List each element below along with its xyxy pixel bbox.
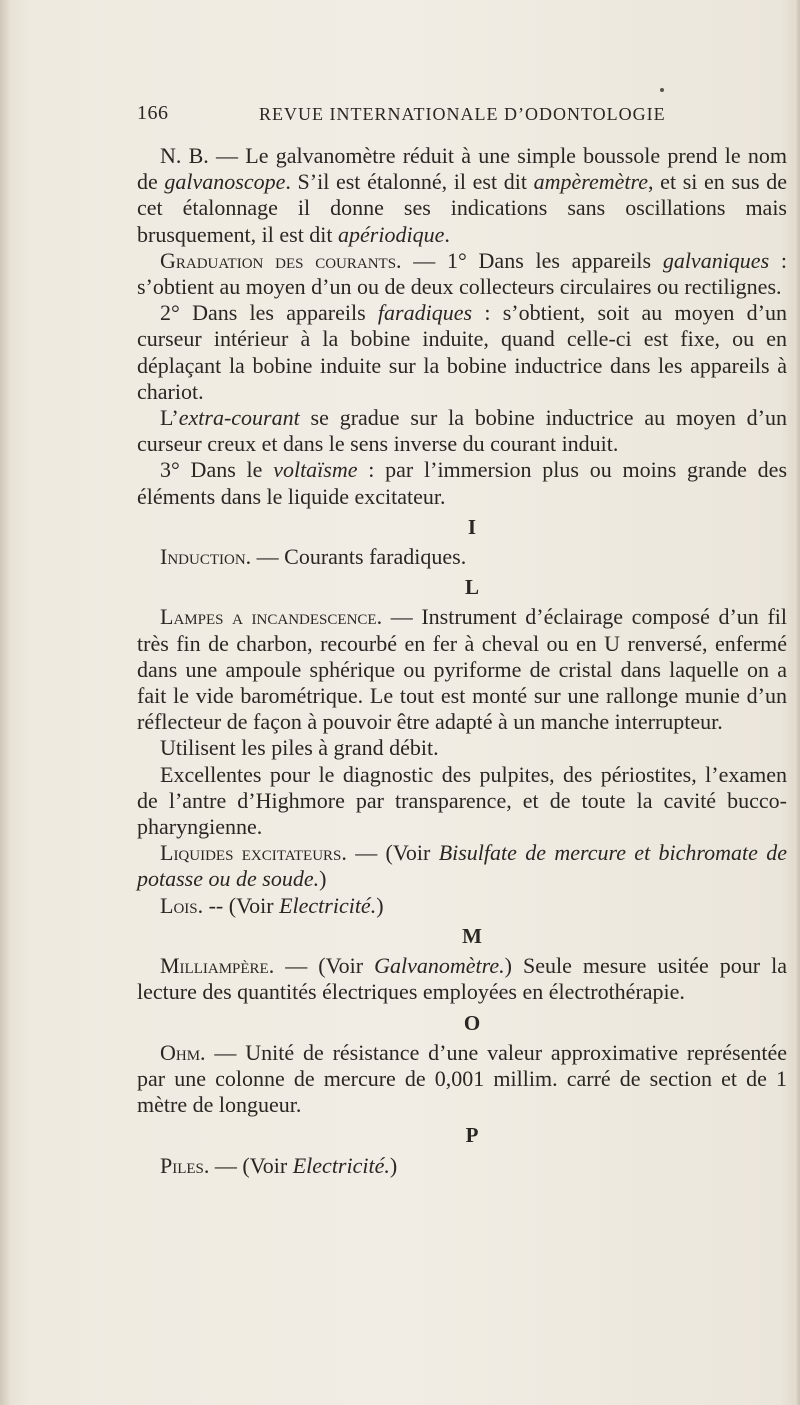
- paragraph-graduation: [137, 248, 787, 300]
- faradiques-rest: : s’obtient, soit au moyen d’un curseur intérieur à la bobine induite, quand celle-ci est fixe, ou en déplaçant la bobine induite sur la bobine inductrice dans les appareils à chariot.: [137, 300, 787, 404]
- section-letter-i: I: [467, 514, 477, 539]
- extra-rest: se gradue sur la bobine inductrice au moyen d’un curseur creux et dans le sens inverse du courant induit.: [137, 405, 787, 457]
- entry-heading-milliampere: Milliampère.: [160, 953, 275, 979]
- milliampere-lead: — (Voir: [274, 953, 375, 979]
- section-letter-l: L: [464, 575, 479, 600]
- term-faradiques: faradiques: [377, 300, 473, 326]
- nb-text-mid1: . S’il est étalonné, il est dit: [285, 169, 534, 195]
- entry-heading-induction: Induction.: [160, 544, 252, 570]
- paragraph-extra-courant: [137, 405, 787, 457]
- section-letter-p: P: [465, 1123, 479, 1148]
- running-header: [137, 102, 667, 132]
- term-galvanoscope: galvanoscope: [164, 169, 286, 195]
- graduation-lead: — 1° Dans les appareils: [401, 247, 663, 273]
- section-letter-o: O: [463, 1010, 481, 1035]
- paragraph-ohm: [137, 1040, 787, 1119]
- paragraph-faradiques: [137, 300, 787, 405]
- paragraph-utilisent: Utilisent les piles à grand débit.: [160, 735, 439, 761]
- term-electricite-piles: Electricité.: [292, 1152, 390, 1178]
- faradiques-lead: 2° Dans les appareils: [160, 300, 378, 326]
- entry-heading-ohm: Ohm.: [160, 1039, 206, 1065]
- paragraph-excellentes: Excellentes pour le diagnostic des pulpites, des périostites, l’examen de l’antre d’Highmore par transparence, et de toute la cavité bucco-pharyngienne.: [137, 761, 787, 840]
- nb-text-mid2: , et si en sus de cet étalonnage il donne ses indications sans oscillations mais brusquement, il est dit: [137, 169, 787, 247]
- term-electricite-lois: Electricité.: [279, 892, 377, 918]
- induction-rest: — Courants faradiques.: [251, 544, 467, 570]
- lois-lead: -- (Voir: [203, 892, 280, 918]
- page-right-edge: [794, 0, 800, 1405]
- paragraph-induction: [137, 544, 787, 570]
- running-title: REVUE INTERNATIONALE D’ODONTOLOGIE: [259, 104, 666, 124]
- entry-heading-lois: Lois.: [160, 892, 204, 918]
- nb-text-lead: N. B. — Le galvanomètre réduit à une simple boussole prend le nom de: [137, 143, 787, 195]
- paragraph-voltaisme: [137, 457, 787, 509]
- piles-end: ): [389, 1152, 398, 1178]
- section-letter-m: M: [462, 923, 482, 948]
- entry-heading-liquides: Liquides excitateurs.: [160, 840, 347, 866]
- print-speck: [660, 88, 664, 92]
- term-galvanometre: Galvanomètre.: [374, 953, 505, 979]
- entry-heading-lampes: Lampes a incandescence.: [160, 604, 383, 630]
- piles-lead: — (Voir: [209, 1152, 293, 1178]
- entry-heading-piles: Piles.: [160, 1152, 210, 1178]
- page-left-edge: [0, 0, 10, 1405]
- nb-text-end: .: [444, 221, 450, 247]
- page-number: 166: [137, 102, 169, 124]
- term-bisulfate: Bisulfate de mercure et bichromate de potasse ou de soude.: [137, 840, 787, 892]
- lampes-rest: — Instrument d’éclairage composé d’un fil très fin de charbon, recourbé en fer à cheval ou en U renversé, enfermé dans une ampoule sphérique ou pyriforme de cristal dans laquelle on a fait le vide barométrique. Le tout est monté sur une rallonge munie d’un réflecteur de façon à pouvoir être adapté à un manche interrupteur.: [137, 604, 787, 735]
- extra-lead: L’: [160, 405, 179, 431]
- paragraph-nb: [137, 143, 787, 248]
- term-aperiodique: apériodique: [338, 221, 445, 247]
- graduation-rest: : s’obtient au moyen d’un ou de deux collecteurs circulaires ou rectilignes.: [137, 247, 787, 300]
- page-body: [137, 143, 787, 1179]
- term-extra-courant: extra-courant: [178, 405, 300, 431]
- voltaisme-rest: : par l’immersion plus ou moins grande des éléments dans le liquide excitateur.: [137, 457, 788, 509]
- paragraph-lois: [137, 893, 787, 919]
- milliampere-rest: ) Seule mesure usitée pour la lecture des quantités électriques employées en électrothérapie.: [137, 953, 787, 1005]
- term-voltaisme: voltaïsme: [273, 457, 358, 483]
- paragraph-liquides: [137, 840, 787, 892]
- liquides-end: ): [319, 866, 327, 892]
- voltaisme-lead: 3° Dans le: [160, 457, 274, 483]
- paragraph-lampes: [137, 604, 787, 735]
- paragraph-piles: [137, 1153, 787, 1179]
- ohm-rest: — Unité de résistance d’une valeur approximative représentée par une colonne de mercure de 0,001 millim. carré de section et de 1 mètre de longueur.: [137, 1039, 787, 1118]
- entry-heading-graduation: Graduation des courants.: [160, 247, 402, 273]
- liquides-lead: — (Voir: [346, 840, 439, 866]
- term-amperemetre: ampèremètre: [533, 169, 649, 195]
- term-galvaniques: galvaniques: [662, 247, 770, 273]
- paragraph-milliampere: [137, 953, 787, 1005]
- lois-end: ): [376, 892, 384, 918]
